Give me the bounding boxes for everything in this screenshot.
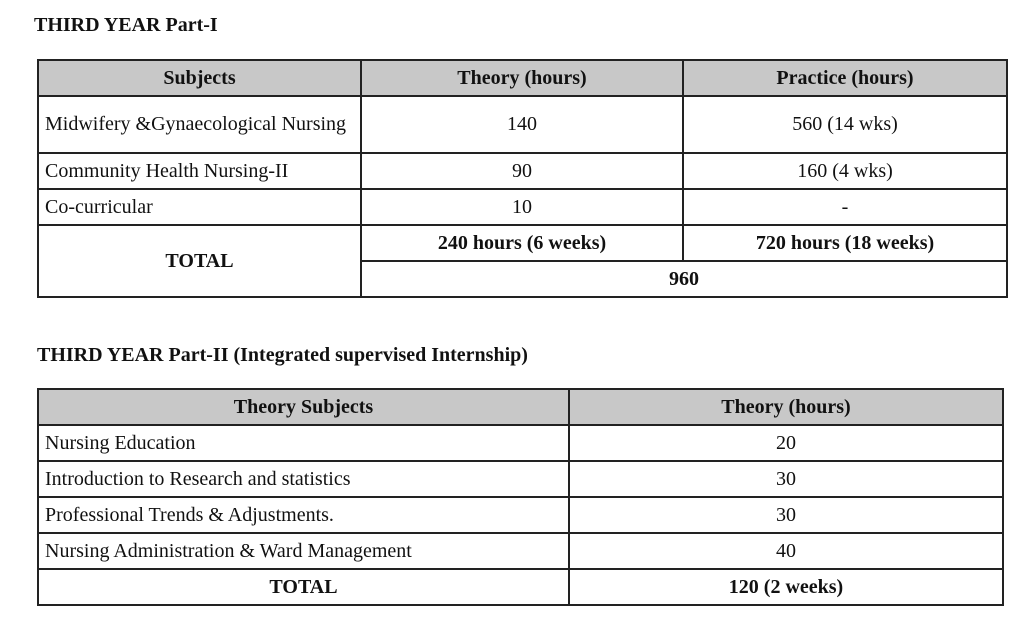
part2-heading: THIRD YEAR Part-II (Integrated supervised Internship) bbox=[37, 344, 528, 366]
total-label: TOTAL bbox=[38, 569, 569, 605]
subject-cell: Midwifery &Gynaecological Nursing bbox=[38, 96, 361, 153]
total-label: TOTAL bbox=[38, 225, 361, 297]
table-row bbox=[38, 189, 1007, 225]
grand-total: 960 bbox=[361, 261, 1007, 297]
table-row bbox=[38, 461, 1003, 497]
table-row bbox=[38, 153, 1007, 189]
part2-table bbox=[37, 388, 1004, 606]
part1-table bbox=[37, 59, 1008, 298]
practice-cell: 560 (14 wks) bbox=[683, 96, 1007, 153]
subject-cell: Professional Trends & Adjustments. bbox=[38, 497, 569, 533]
theory-cell: 10 bbox=[361, 189, 683, 225]
part1-header-practice: Practice (hours) bbox=[683, 60, 1007, 96]
theory-cell: 140 bbox=[361, 96, 683, 153]
subject-cell: Community Health Nursing-II bbox=[38, 153, 361, 189]
table-row bbox=[38, 497, 1003, 533]
theory-cell: 30 bbox=[569, 461, 1003, 497]
theory-cell: 20 bbox=[569, 425, 1003, 461]
part1-header-row bbox=[38, 60, 1007, 96]
table-row bbox=[38, 96, 1007, 153]
theory-cell: 30 bbox=[569, 497, 1003, 533]
subject-cell: Nursing Education bbox=[38, 425, 569, 461]
part2-header-row bbox=[38, 389, 1003, 425]
subject-cell: Co-curricular bbox=[38, 189, 361, 225]
table-row bbox=[38, 425, 1003, 461]
part1-header-subjects: Subjects bbox=[38, 60, 361, 96]
subject-cell: Nursing Administration & Ward Management bbox=[38, 533, 569, 569]
table-row bbox=[38, 533, 1003, 569]
total-theory: 240 hours (6 weeks) bbox=[361, 225, 683, 261]
total-practice: 720 hours (18 weeks) bbox=[683, 225, 1007, 261]
part2-header-subjects: Theory Subjects bbox=[38, 389, 569, 425]
practice-cell: 160 (4 wks) bbox=[683, 153, 1007, 189]
part1-total-row bbox=[38, 225, 1007, 261]
part2-header-theory: Theory (hours) bbox=[569, 389, 1003, 425]
theory-cell: 40 bbox=[569, 533, 1003, 569]
subject-cell: Introduction to Research and statistics bbox=[38, 461, 569, 497]
part2-total-row bbox=[38, 569, 1003, 605]
part1-header-theory: Theory (hours) bbox=[361, 60, 683, 96]
part1-heading: THIRD YEAR Part-I bbox=[34, 14, 218, 36]
total-theory: 120 (2 weeks) bbox=[569, 569, 1003, 605]
theory-cell: 90 bbox=[361, 153, 683, 189]
practice-cell: - bbox=[683, 189, 1007, 225]
